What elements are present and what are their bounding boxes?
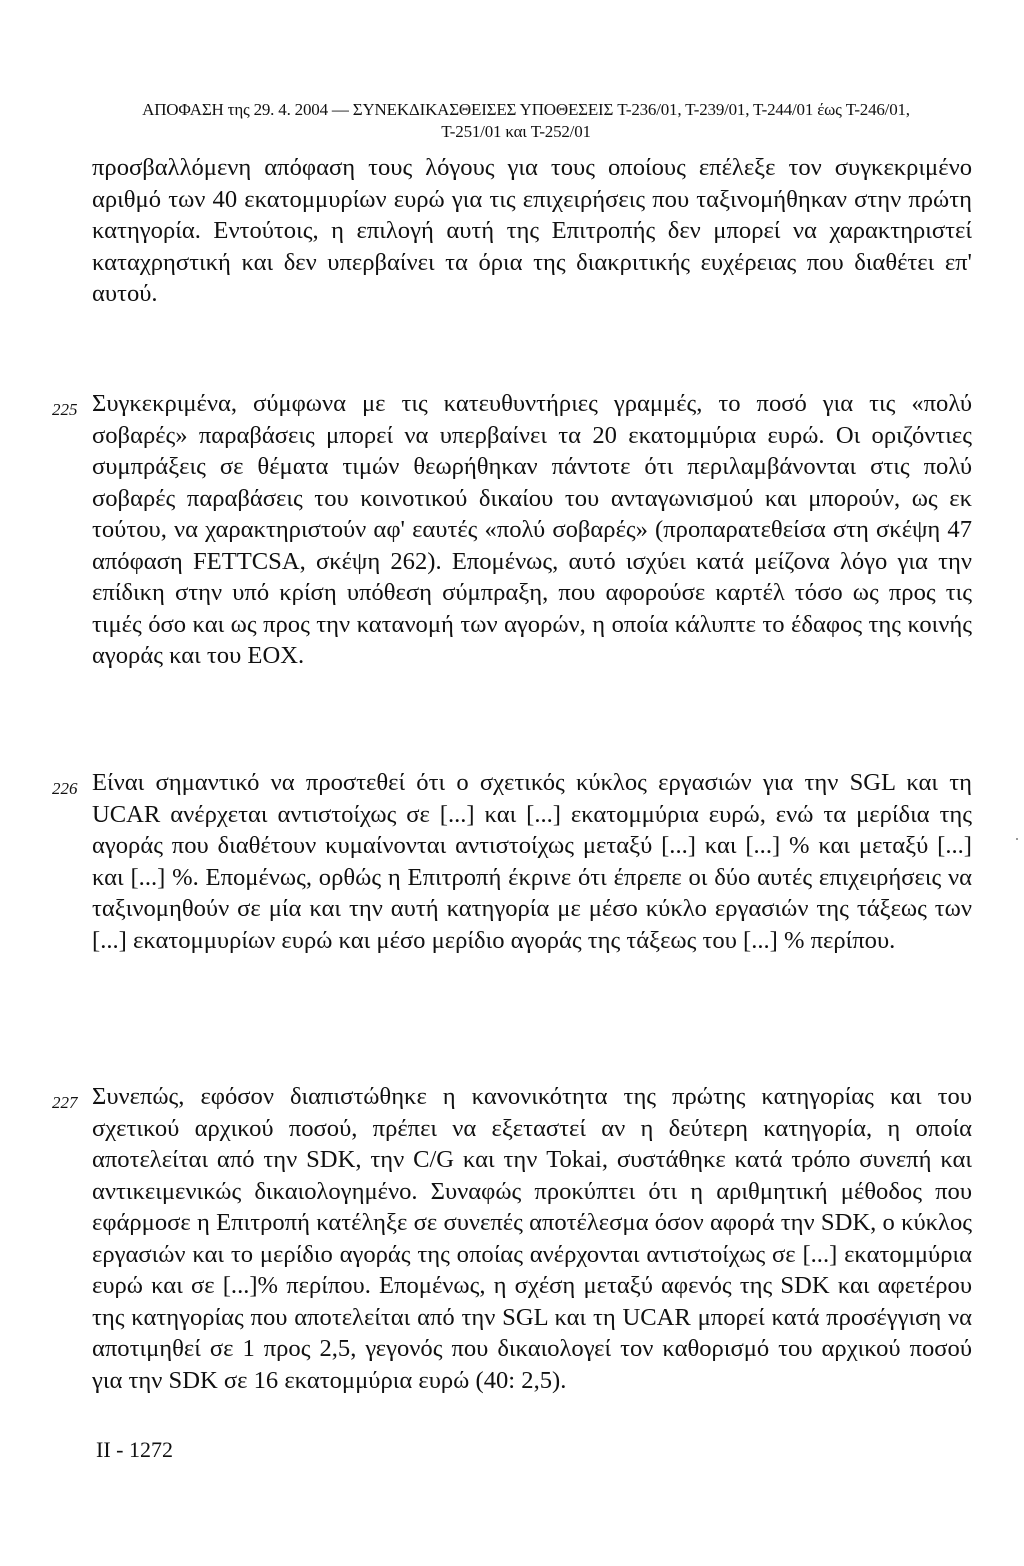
paragraph-number: 227 — [52, 1093, 78, 1112]
page-number: II - 1272 — [96, 1437, 173, 1462]
paragraph-226: Είναι σημαντικό να προστεθεί ότι ο σχετικός κύκλος εργασιών για την SGL και τη UCAR ανέρχεται αντιστοίχως σε [...] και [...] εκατομμύρια ευρώ, ενώ τα μερίδια της αγοράς που διαθέτουν κυμαίνονται αντιστοίχως μεταξύ [...] και [...] % και μεταξύ [...] και [...] %. Επομένως, ορθώς η Επιτροπή έκρινε ότι έπρεπε οι δύο αυτές επιχειρήσεις να ταξινομηθούν σε μία και την αυτή κατηγορία με μέσο κύκλο εργασιών της τάξεως των [...] εκατομμυρίων ευρώ και μέσο μερίδιο αγοράς της τάξεως του [...] % περίπου. — [92, 769, 972, 954]
paragraph-number: 225 — [52, 400, 78, 419]
margin-mark — [1016, 838, 1018, 840]
continued-paragraph: προσβαλλόμενη απόφαση τους λόγους για τους οποίους επέλεξε τον συγκεκριμένο αριθμό των 40 εκατομμυρίων ευρώ για τις επιχειρήσεις που ταξινομήθηκαν στην πρώτη κατηγορία. Εντούτοις, η επιλογή αυτή της Επιτροπής δεν μπορεί να χαρακτηριστεί καταχρηστική και δεν υπερβαίνει τα όρια της διακριτικής ευχέρειας που διαθέτει επ' αυτού. — [92, 154, 972, 307]
paragraph-225: Συγκεκριμένα, σύμφωνα με τις κατευθυντήριες γραμμές, το ποσό για τις «πολύ σοβαρές» παραβάσεις μπορεί να υπερβαίνει τα 20 εκατομμύρια ευρώ. Οι οριζόντιες συμπράξεις σε θέματα τιμών θεωρήθηκαν πάντοτε ότι περιλαμβάνονται στις πολύ σοβαρές παραβάσεις του κοινοτικού δικαίου του ανταγωνισμού και μπορούν, ως εκ τούτου, να χαρακτηριστούν αφ' εαυτές «πολύ σοβαρές» (προπαρατεθείσα στη σκέψη 47 απόφαση FETTCSA, σκέψη 262). Επομένως, αυτό ισχύει κατά μείζονα λόγο για την επίδικη στην υπό κρίση υπόθεση σύμπραξη, που αφορούσε καρτέλ τόσο ως προς τις τιμές όσο και ως προς την κατανομή των αγορών, η οποία κάλυπτε το έδαφος της κοινής αγοράς και του ΕΟΧ. — [92, 390, 972, 669]
paragraph-227: Συνεπώς, εφόσον διαπιστώθηκε η κανονικότητα της πρώτης κατηγορίας και του σχετικού αρχικού ποσού, πρέπει να εξεταστεί αν η δεύτερη κατηγορία, η οποία αποτελείται από την SDK, την C/G και την Tokai, συστάθηκε κατά τρόπο συνεπή και αντικειμενικώς δικαιολογημένο. Συναφώς προκύπτει ότι η αριθμητική μέθοδος που εφάρμοσε η Επιτροπή κατέληξε σε συνεπές αποτέλεσμα όσον αφορά την SDK, ο κύκλος εργασιών και το μερίδιο αγοράς της οποίας ανέρχονται αντιστοίχως σε [...] εκατομμύρια ευρώ και σε [...]% περίπου. Επομένως, η σχέση μεταξύ αφενός της SDK και αφετέρου της κατηγορίας που αποτελείται από την SGL και τη UCAR μπορεί κατά προσέγγιση να αποτιμηθεί σε 1 προς 2,5, γεγονός που δικαιολογεί τον καθορισμό του αρχικού ποσού για την SDK σε 16 εκατομμύρια ευρώ (40: 2,5). — [92, 1083, 972, 1394]
running-header: ΑΠΟΦΑΣΗ της 29. 4. 2004 — ΣΥΝΕΚΔΙΚΑΣΘΕΙΣΕΣ ΥΠΟΘΕΣΕΙΣ T-236/01, T-239/01, T-244/01 έως T-246/01, — [142, 100, 910, 119]
paragraph-number: 226 — [52, 779, 78, 798]
running-header-continuation: T-251/01 και T-252/01 — [441, 122, 591, 141]
